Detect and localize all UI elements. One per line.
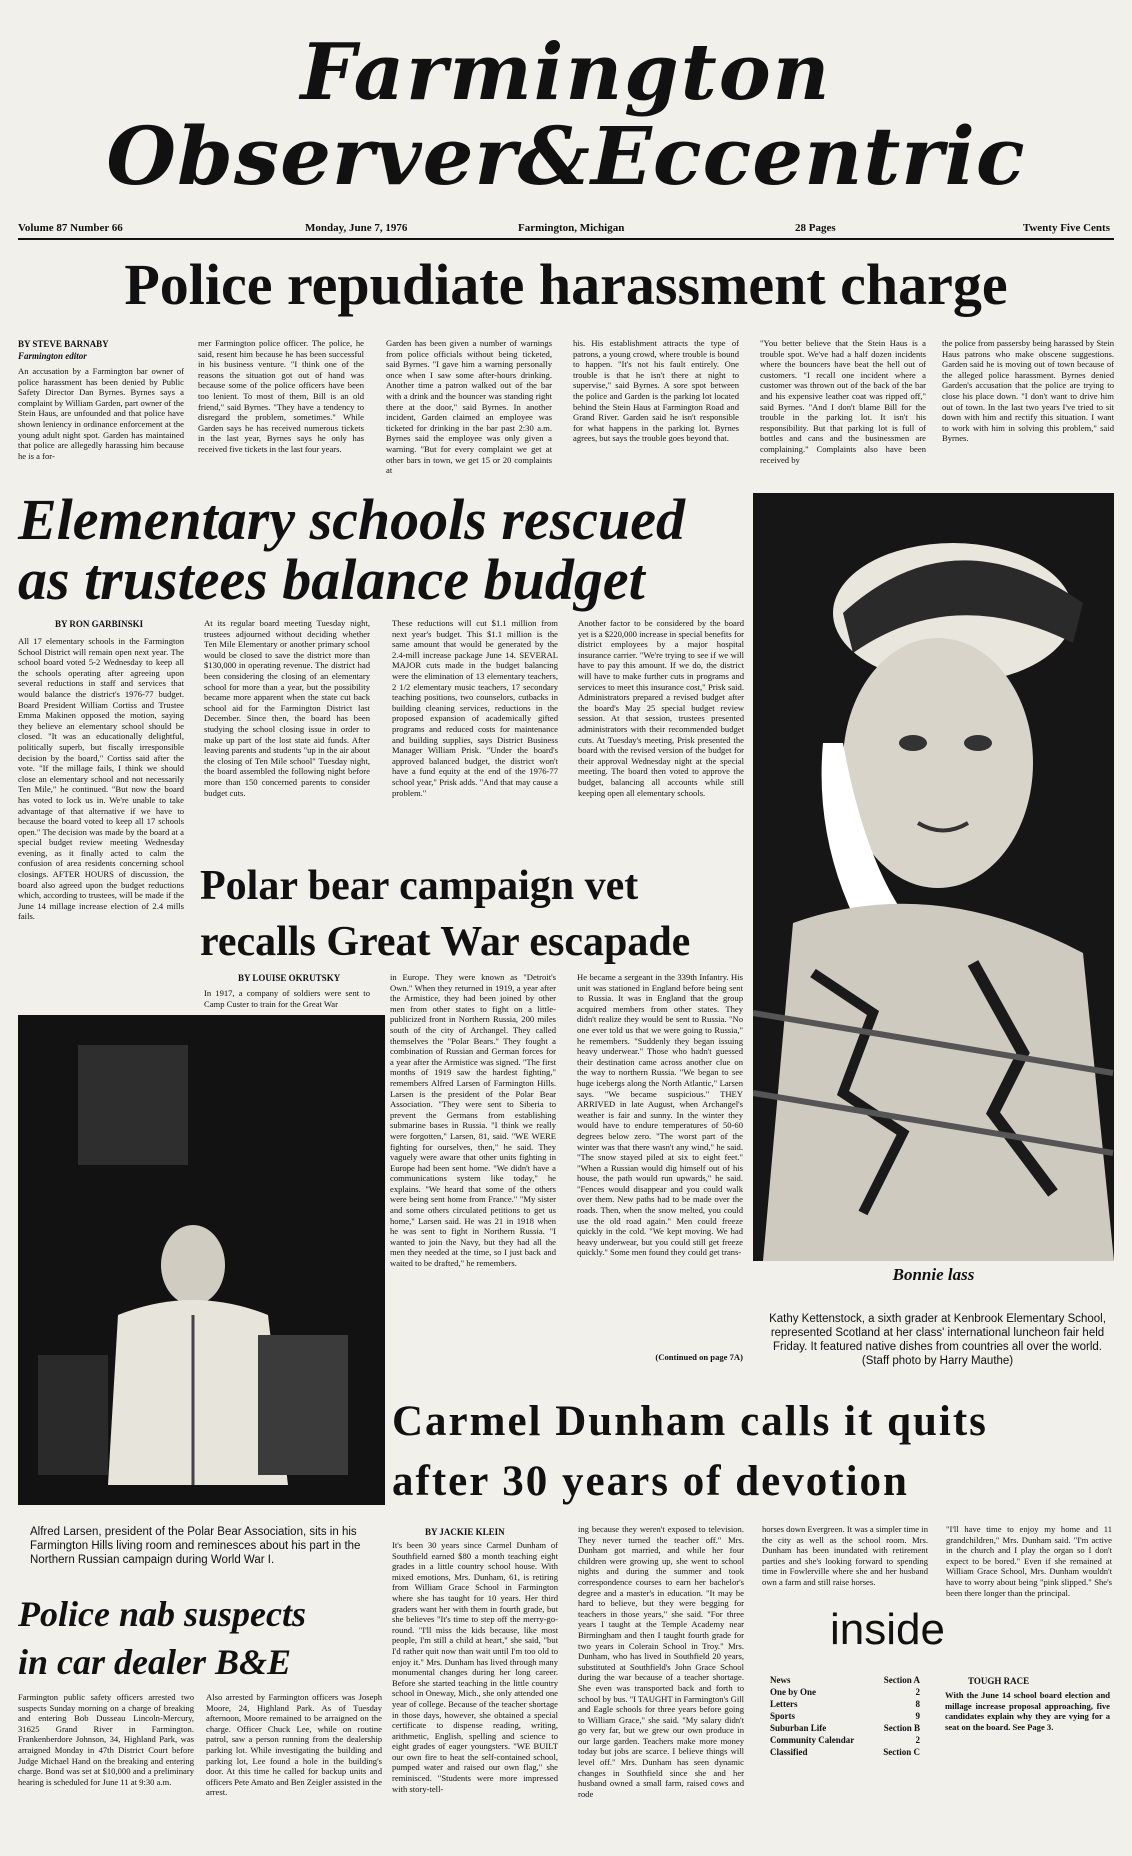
byline-story4: BY JACKIE KLEIN [425,1527,505,1537]
tough-race-title: TOUGH RACE [968,1676,1030,1686]
story3-column: He became a sergeant in the 339th Infantry. His unit was stationed in England before being sent to Russia. It was in England that the group acquired members from other states. They didn't realize they would be sent to Russia. "No one ever told us that we were going to Russia," he remembers. "Suddenly they began issuing heavy underwear." Those who hadn't guessed their destination came across another clue on the way to northern Russia. "We began to see huge icebergs along the North Atlantic," Larsen says. "We became suspicious." THEY ARRIVED in late August, when Archangel's weather is fair and sunny. In the winter they would have to endure temperatures of 50-60 degrees below zero. "The worst part of the winter was that there wasn't any wind," he said. "The snow stayed piled at six to eight feet." "When a Russian would dig himself out of his house, the path would run upwards," he said. "Fences would disappear and you could walk over them. New paths had to be made over the roads. Then, when the snow melted, you could use the old road again." Men could freeze quickly in the cold. "We kept moving. We had heavy underwear, but you could still get freeze quickly." Some men found they could get trans- [577,972,743,1258]
page-count: 28 Pages [795,222,836,234]
masthead-title-line1: Farmington [300,27,832,118]
story2-column: These reductions will cut $1.1 million from next year's budget. This $1.1 million is the same amount that would be generated by the 2.4-mill increase package June 14. SEVERAL MAJOR cuts made in the budget balancing were the elimination of 13 elementary teachers, 2 1/2 elementary music teachers, 17 secondary teaching positions, two counselors, cutbacks in building cleaning services, reductions in the proposed expansion of academically gifted programs and reduced costs for maintenance and building supplies, says District Business Manager William Prisk. "Under the board's approved balanced budget, the district won't have a fund equity at the end of the 1976-77 school year," Prisk adds. "And that may cause a problem." [392,618,558,798]
photo-bonnie-lass [753,493,1114,1261]
issue-date: Monday, June 7, 1976 [305,222,408,234]
headline-polar-bear: Polar bear campaign vet recalls Great War escapade [200,863,691,965]
bonnie-lass-image [753,493,1114,1261]
inside-index [770,1675,920,1759]
photo-alfred-larsen [18,1015,385,1505]
story3-column: In 1917, a company of soldiers were sent to Camp Custer to train for the Great War [204,988,370,1009]
story2-column: All 17 elementary schools in the Farmington School District will remain open next year. The school board voted 5-2 Wednesday to keep all the schools operating after agreeing upon several reductions in staff and services that would balance the district's 1976-77 budget. Board President William Cortiss and Trustee Emma Makinen opposed the motion, saying they believe an elementary school should be closed. "It was an educationally delightful, politically superb, but fiscally irresponsible decision by the board," Cortiss said after the vote. "If the millage fails, I think we should close an elementary school and not necessarily Ten Mile," he continued. "But now the board has voted to lock us in. We're unable to take advantage of that alternative if we have to because the board voted to keep all 17 schools open." The decision was made by the board at a special budget review meeting Wednesday evening, as it finally acted to calm the confusion of area residents concerning school closings. AFTER HOURS of discussion, the board also agreed upon the budget reductions which, according to trustees, will be made if the June 14 millage increase election of 2.4 mills fails. [18,636,184,922]
inside-title: inside [830,1605,945,1654]
dateline-location: Farmington, Michigan [518,222,625,234]
index-row: Letters 8 [770,1699,920,1709]
headline-elementary-schools: Elementary schools rescued as trustees balance budget [18,487,685,612]
masthead-rule [18,238,1114,240]
index-row: Classified Section C [770,1747,920,1757]
story5-column: Also arrested by Farmington officers was Joseph Moore, 24, Highland Park. As of Tuesday afternoon, Moore remained to be arraigned on the charge. Officer Chuck Lee, while on routine patrol, saw a person running from the dealership parking lot. While investigating the building and parking lot, Lee found a hole in the building's door. At this time he called for backup units and officers Pete Amato and Ben Zeigler assisted in the arrest. [206,1692,382,1798]
story4-column: ing because they weren't exposed to television. They never turned the teacher off." Mrs. Dunham got married, and while her four children were growing up, she went to school nights and during the summer and took correspondence courses to earn her bachelor's degree and a master's in education. "It may be hard to believe, but they were begging for teachers in those years," she said. "For three years I taught at the Temple Academy near Birmingham and then I taught fourth grade for two years in Colerain School in Troy." Mrs. Dunham, who has lived in Southfield 20 years, substituted at Southfield's John Grace School during the war because of a teacher shortage. She even was transported back and forth to school by bus. "I TAUGHT in Farmington's Gill and Eagle schools for three years before going to William Grace," she said. "My salary didn't go very far, but we grew our own produce in our large garden. Teachers make more money today but jobs are scarce. I believe things will level off." Mrs. Dunham has seen dynamic changes in Southfield since she and her husband owned a small farm, raised cows and rode [578,1524,744,1799]
byline-story2: BY RON GARBINSKI [55,619,144,629]
story2-column: At its regular board meeting Tuesday night, trustees adjourned without deciding whether Ten Mile Elementary or another primary school would be closed to save the district more than $130,000 in operating revenue. The district had been considering the closing of an elementary school for more than a year, but the possibility became more apparent when the state cut back school aid for the Farmington District last December. Since then, the board has been studying the school closing issue in order to make up part of the lost state aid funds. After leaving parents and students "up in the air about the closing of Ten Mile school" Tuesday night, the board assembled the following night before more than 150 concerned parents to consider budget cuts. [204,618,370,798]
story2-column: Another factor to be considered by the board yet is a $220,000 increase in special benefits for district employees by a major hospital insurance carrier. "We're trying to see if we will have to pay this amount. If we do, the district will have to make further cuts in programs and services to meet this insurance cost," Prisk said. Administrators prepared a revised budget after the board's May 25 special budget review session. At that session, trustees presented administrators with their recommended budget cuts. At Tuesday's meeting, Prisk presented the board with the revised version of the budget for their approval Wednesday night at the special meeting. The board then voted to approve the budget, balancing all accounts while still keeping open all elementary schools. [578,618,744,798]
story5-column: Farmington public safety officers arrested two suspects Sunday morning on a charge of breaking and entering Bob Dusseau Lincoln-Mercury, 31625 Grand River in Farmington. Frankenberdore Johnson, 34, Highland Park, was arraigned Monday in 47th District Court before Judge Michael Hand on the breaking and entering charge. Bond was set at $10,000 and a preliminary hearing is scheduled for June 11 at 9:30 a.m. [18,1692,194,1787]
story3-column: in Europe. They were known as "Detroit's Own." When they returned in 1919, a year after the Armistice, they had been joined by other men from other states to fight on a little-publicized front in Northern Russia, 200 miles south of the city of Archangel. They called themselves the "Polar Bears." They fought a combination of Russian and German forces for a year after the Armistice was signed. "The first months of 1919 saw the hardest fighting," remembers Alfred Larsen of Farmington Hills. Larsen is the president of the Polar Bear Association. "They were sent to Siberia to prevent the Germans from establishing submarine bases in Russia. "I think we really were forgotten," Larsen, 81, said. "WE WERE fighting for ourselves, then," he said. They vaguely were aware that other units fighting in Europe had been sent home. "We didn't have a communications system like today," he explains. "We heard that some of the others were being sent home from France." "My sister and some others circulated petitions to get us home," Larsen said. He was 21 in 1918 when he was sent to fight in Northern Russia. "I wanted to join the Navy, but they had all the men they needed at the time, so I just back and waited to be drafted," he remembers. [390,972,556,1269]
tough-race-text: With the June 14 school board election and millage increase proposal approaching, five candidates explain why they are vying for a seat on the board. See Page 3. [945,1690,1110,1732]
story1-column: the police from passersby being harassed by Stein Haus patrons who make obscene suggestions. Garden said he is moving out of town because of the alleged police harassment. Byrnes denied Garden's accusation that the police are trying to close his place down. "I don't want to drive him out of town. In the last two years I've tried to sit down with him and rectify this situation. I want to work with him in solving this problem," said Byrnes. [942,338,1114,444]
story1-column: his. His establishment attracts the type of patrons, a young crowd, where trouble is bound to happen. "It's not his fault entirely. One trouble is that he isn't there at night to supervise," said Byrnes. A sore spot between the police and Garden is the parking lot located behind the Stein Haus at Farmington Road and Grand River. Garden said he isn't responsible for what happens in the parking lot. Byrnes agrees, but says the trouble goes beyond that. [573,338,739,444]
index-row: One by One 2 [770,1687,920,1697]
story1-column: An accusation by a Farmington bar owner of police harassment has been denied by Public Safety Director Dan Byrnes. Byrnes says a complaint by William Garden, part owner of the Stein Haus, are unfounded and that police have shown leniency in ordinance enforcement at the young adult night spot. Garden has maintained that police are allegedly harassing him because he is a for- [18,366,184,461]
story4-column: "I'll have time to enjoy my home and 11 grandchildren," Mrs. Dunham said. "I'm active in the church and I play the organ so I don't expect to be bored." Even if she remained at William Grace School, Mrs. Dunham wouldn't have to worry about being "pink slipped." She's been there longer than the principal. [946,1524,1112,1598]
index-row: Suburban Life Section B [770,1723,920,1733]
byline-story3: BY LOUISE OKRUTSKY [238,973,341,983]
headline-police-nab: Police nab suspects in car dealer B&E [18,1594,306,1682]
bonnie-lass-caption: Kathy Kettenstock, a sixth grader at Kenbrook Elementary School, represented Scotland at her class' international luncheon fair held Friday. It featured native dishes from countries all over the world. (Staff photo by Harry Mauthe) [769,1313,1106,1367]
story1-column: Garden has been given a number of warnings from police officials without being ticketed, said Byrnes. "I gave him a warning personally once when I saw some after-hours drinking. Another time a patron walked out of the bar with a drink and the bouncer was standing right there at the door," said Byrnes. In another incident, Garden claimed an employee was ticketed for drinking in the bar past 2:30 a.m. Byrnes said the employee was only given a warning. "But for every complaint we get at other bars in town, we get 15 or 20 complaints at [386,338,552,476]
price: Twenty Five Cents [1022,222,1110,234]
index-row: Community Calendar 2 [770,1735,920,1745]
index-row: Sports 9 [770,1711,920,1721]
larsen-caption: Alfred Larsen, president of the Polar Bear Association, sits in his Farmington Hills living room and reminesces about his part in the Northern Russian campaign during World War I. [30,1526,361,1566]
masthead-title-line2: Observer&Eccentric [106,109,1026,203]
headline-police-harassment: Police repudiate harassment charge [124,252,1008,317]
story4-column: It's been 30 years since Carmel Dunham of Southfield earned $80 a month teaching eight grades in a little country school house. With mixed emotions, Mrs. Dunham, 61, is retiring from William Grace School in Farmington where she has taught for 10 years. Her third graders want her with them in fourth grade, but she believes "It's time to step off the merry-go-round. "I'll miss the kids because, like most people, I'm still a child at heart," she said, "but I'd rather quit now than wait until I'm too old to enjoy it." Mrs. Dunham has lived through many monumental changes during her long career. Before she started teaching in the little country school in Oneway, Mich., she only attended one year of college. Because of the teacher shortage in those days, however, she obtained a special certificate to dispense reading, writing, arithmetic, English, spelling and science to eight grades of eager youngsters. "WE BUILT our own fire to heat the self-contained school, pumped water and raised our own flag," she reminisced. "Students were more impressed with story-tell- [392,1540,558,1794]
index-row: News Section A [770,1675,920,1685]
story4-column: horses down Evergreen. It was a simpler time in the city as well as the school room. Mrs. Dunham has been inundated with retirement parties and she's looking forward to spending time in Fowlerville where she and her husband own a farm and still raise horses. [762,1524,928,1587]
byline-story1: BY STEVE BARNABY Farmington editor [18,339,109,361]
alfred-larsen-image [18,1015,385,1505]
bonnie-lass-title: Bonnie lass [892,1265,975,1284]
volume-number: Volume 87 Number 66 [18,222,123,234]
story1-column: mer Farmington police officer. The police, he said, resent him because he has been successful in his business venture. "I think one of the reasons the situation got out of hand was because some of the police officers have been too lenient. To most of them, Bill is an old friend," said Byrnes. "They have a tendency to disregard the problem, sometimes." While Garden says he has received numerous tickets in the last year, Byrnes says he only has received five tickets in the last four years. [198,338,364,454]
continued-note: (Continued on page 7A) [655,1352,743,1362]
headline-carmel-dunham: Carmel Dunham calls it quits after 30 years of devotion [392,1398,988,1505]
story1-column: "You better believe that the Stein Haus is a trouble spot. We've had a half dozen incidents where the bouncers have beat the hell out of customers. "I recall one incident where a customer was thrown out of the back of the bar and his expensive leather coat was ripped off," said Byrnes. "And I don't blame Bill for the trouble in the parking lot. It isn't his responsibility. But that parking lot is full of bottles and cans and the businessmen are complaining." Complaints also have been received by [760,338,926,465]
